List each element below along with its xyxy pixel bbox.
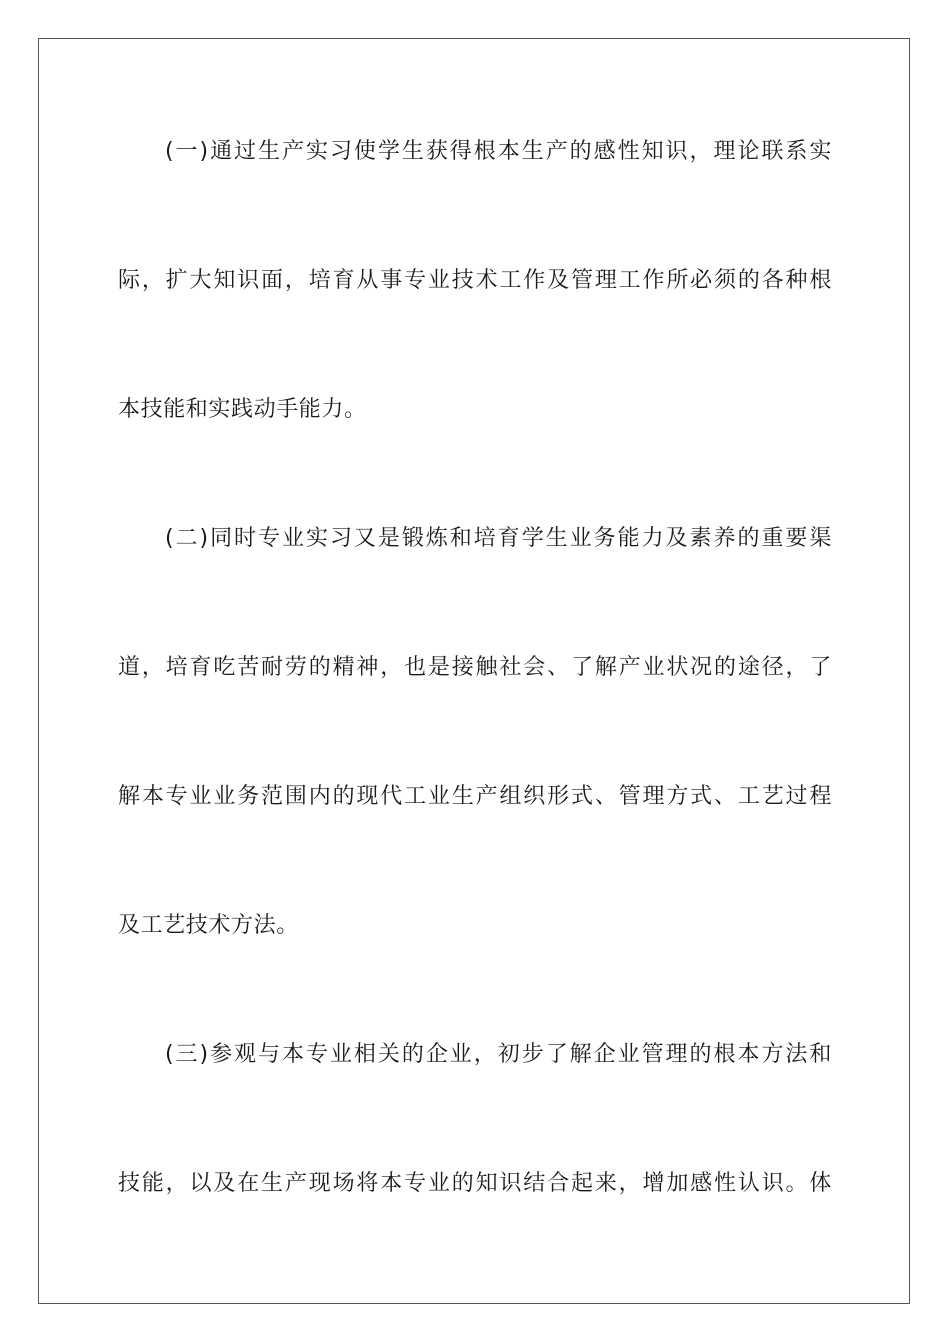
paragraph-2-line-1: (二)同时专业实习又是锻炼和培育学生业务能力及素养的重要渠 (165, 526, 832, 551)
paragraph-2-line-3: 解本专业业务范围内的现代工业生产组织形式、管理方式、工艺过程 (118, 784, 832, 809)
paragraph-1-line-2: 际，扩大知识面，培育从事专业技术工作及管理工作所必须的各种根 (118, 268, 832, 293)
paragraph-3-line-1: (三)参观与本专业相关的企业，初步了解企业管理的根本方法和 (165, 1042, 832, 1067)
paragraph-2-line-2: 道，培育吃苦耐劳的精神，也是接触社会、了解产业状况的途径，了 (118, 655, 832, 680)
paragraph-2-line-4: 及工艺技术方法。 (118, 913, 299, 938)
paragraph-1-line-1: (一)通过生产实习使学生获得根本生产的感性知识，理论联系实 (165, 139, 832, 164)
paragraph-1-line-3: 本技能和实践动手能力。 (118, 397, 367, 422)
document-body (118, 132, 832, 1293)
paragraph-3-line-2: 技能，以及在生产现场将本专业的知识结合起来，增加感性认识。体 (118, 1171, 832, 1196)
